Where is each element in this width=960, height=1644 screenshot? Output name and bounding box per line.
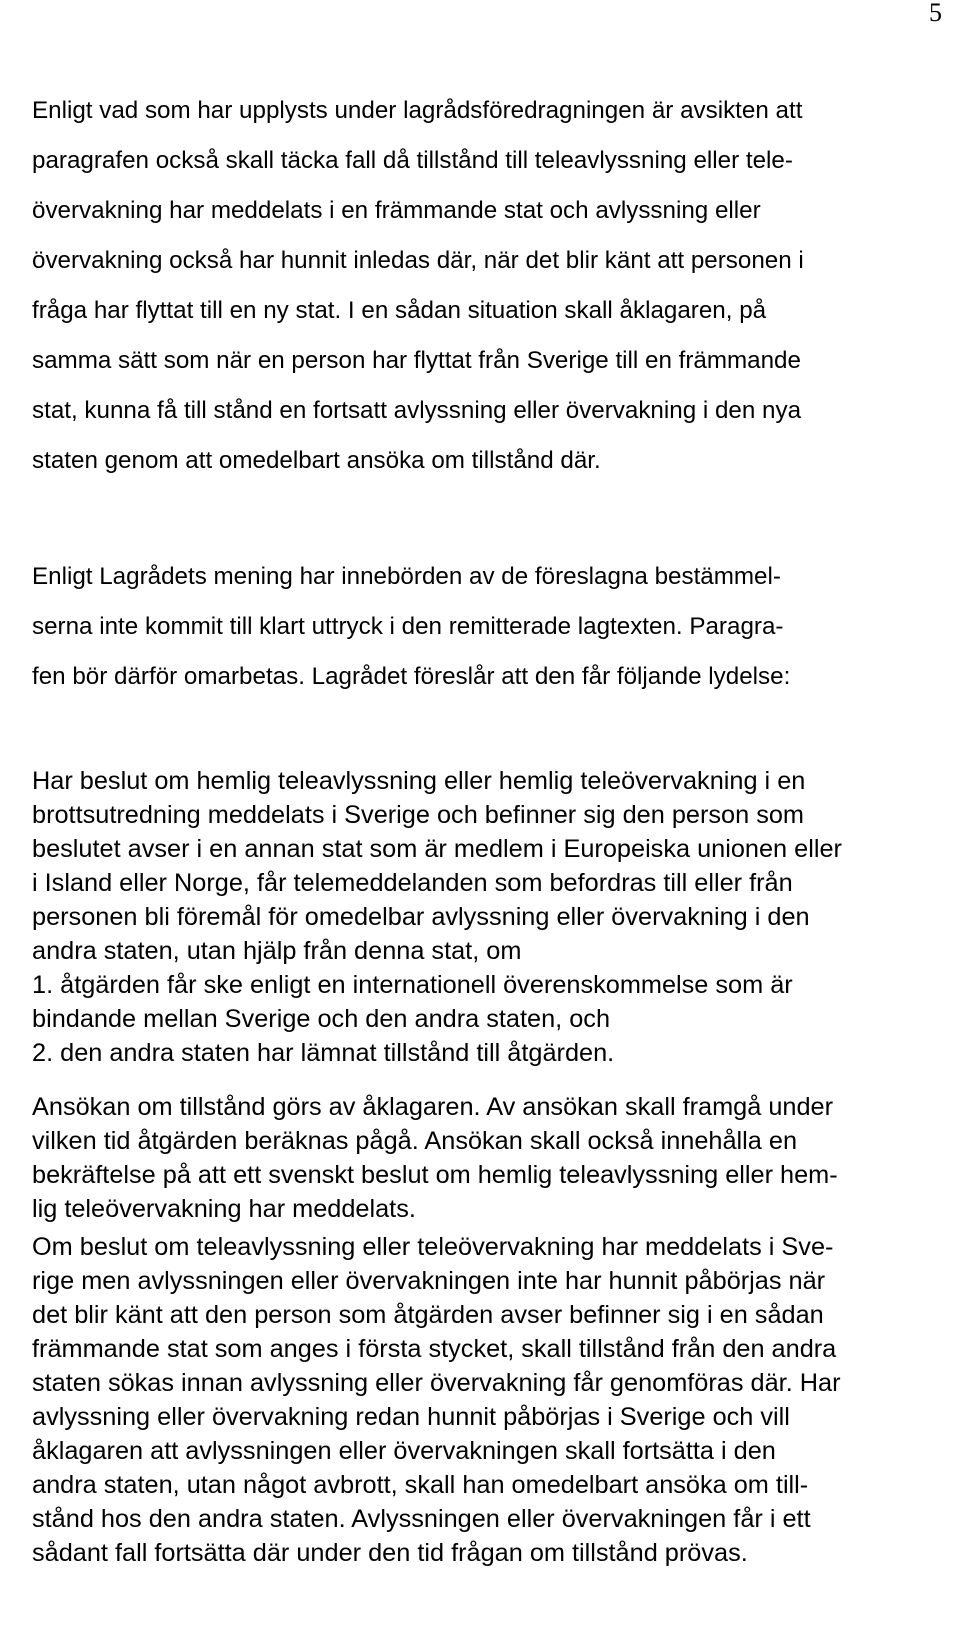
text-line: rige men avlyssningen eller övervakningen inte har hunnit påbörjas när bbox=[32, 1267, 826, 1295]
text-line: stat, kunna få till stånd en fortsatt avlyssning eller övervakning i den nya bbox=[32, 397, 802, 424]
text-line: sådant fall fortsätta där under den tid frågan om tillstånd prövas. bbox=[32, 1539, 748, 1567]
text-line: åklagaren att avlyssningen eller övervakningen skall fortsätta i den bbox=[32, 1437, 776, 1465]
list-item: 2. den andra staten har lämnat tillstånd till åtgärden. bbox=[32, 1039, 615, 1067]
text-line: personen bli föremål för omedelbar avlyssning eller övervakning i den bbox=[32, 903, 810, 931]
text-line: Enligt vad som har upplysts under lagrådsföredragningen är avsikten att bbox=[32, 97, 803, 124]
text-line: andra staten, utan hjälp från denna stat, om bbox=[32, 937, 522, 965]
proposed-text-third-paragraph bbox=[32, 1230, 952, 1570]
text-line: bindande mellan Sverige och den andra staten, och bbox=[32, 1005, 611, 1033]
text-line: Har beslut om hemlig teleavlyssning eller hemlig teleövervakning i en bbox=[32, 767, 806, 795]
text-line: främmande stat som anges i första stycket, skall tillstånd från den andra bbox=[32, 1335, 837, 1363]
proposed-text-first-paragraph bbox=[32, 764, 952, 1070]
text-line: i Island eller Norge, får telemeddelanden som befordras till eller från bbox=[32, 869, 793, 897]
text-line: vilken tid åtgärden beräknas pågå. Ansökan skall också innehålla en bbox=[32, 1127, 798, 1155]
text-line: staten sökas innan avlyssning eller övervakning får genomföras där. Har bbox=[32, 1369, 841, 1397]
text-line: beslutet avser i en annan stat som är medlem i Europeiska unionen eller bbox=[32, 835, 842, 863]
text-line: stånd hos den andra staten. Avlyssningen eller övervakningen får i ett bbox=[32, 1505, 811, 1533]
text-line: brottsutredning meddelats i Sverige och befinner sig den person som bbox=[32, 801, 804, 829]
text-line: fråga har flyttat till en ny stat. I en sådan situation skall åklagaren, på bbox=[32, 297, 767, 324]
proposed-text-second-paragraph bbox=[32, 1090, 952, 1226]
text-line: fen bör därför omarbetas. Lagrådet föreslår att den får följande lydelse: bbox=[32, 663, 791, 690]
text-line: serna inte kommit till klart uttryck i den remitterade lagtexten. Paragra- bbox=[32, 613, 784, 640]
text-line: avlyssning eller övervakning redan hunnit påbörjas i Sverige och vill bbox=[32, 1403, 790, 1431]
text-line: det blir känt att den person som åtgärden avser befinner sig i en sådan bbox=[32, 1301, 824, 1329]
text-line: lig teleövervakning har meddelats. bbox=[32, 1195, 416, 1223]
paragraph-lagradet-opinion bbox=[32, 552, 942, 702]
text-line: Enligt Lagrådets mening har innebörden av de föreslagna bestämmel- bbox=[32, 563, 781, 590]
text-line: samma sätt som när en person har flyttat från Sverige till en främmande bbox=[32, 347, 801, 374]
text-line: övervakning har meddelats i en främmande stat och avlyssning eller bbox=[32, 197, 761, 224]
text-line: Ansökan om tillstånd görs av åklagaren. Av ansökan skall framgå under bbox=[32, 1093, 834, 1121]
text-line: övervakning också har hunnit inledas där, när det blir känt att personen i bbox=[32, 247, 804, 274]
text-line: andra staten, utan något avbrott, skall han omedelbart ansöka om till- bbox=[32, 1471, 809, 1499]
text-line: staten genom att omedelbart ansöka om tillstånd där. bbox=[32, 447, 601, 474]
paragraph-explanation bbox=[32, 86, 942, 486]
list-item: 1. åtgärden får ske enligt en internationell överenskommelse som är bbox=[32, 971, 793, 999]
text-line: bekräftelse på att ett svenskt beslut om hemlig teleavlyssning eller hem- bbox=[32, 1161, 838, 1189]
text-line: paragrafen också skall täcka fall då tillstånd till teleavlyssning eller tele- bbox=[32, 147, 793, 174]
text-line: Om beslut om teleavlyssning eller teleövervakning har meddelats i Sve- bbox=[32, 1233, 834, 1261]
page-number: 5 bbox=[929, 0, 942, 27]
